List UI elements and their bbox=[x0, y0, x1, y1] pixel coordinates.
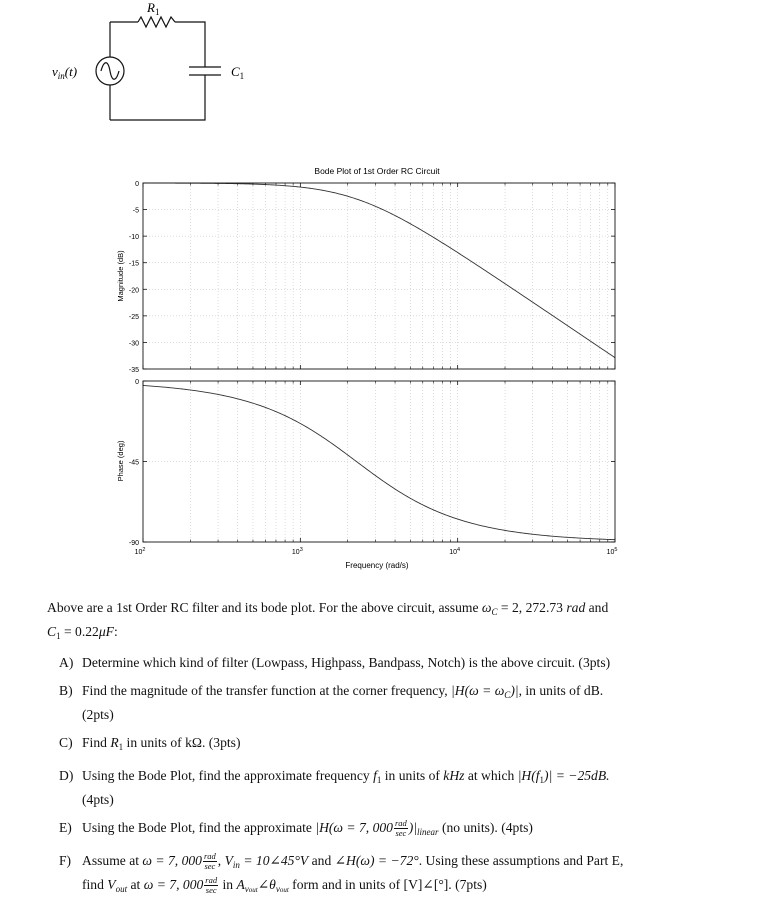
question-f: F) Assume at ω = 7, 000 $\frac{\text{rad}}{\sec}$ , $V_{in}$ = 10∠45°V and ∠H(ω) = −72°. Using these assumptions and Part E, find $V_{out}$ at ω = 7, 000 $\frac{\text{rad}}{\sec}$ in $A_{vout}\angle\theta_{vout}$ form and in units of [V]∠[°]. (7pts) bbox=[59, 851, 624, 896]
y-tick-label: 0 bbox=[135, 181, 139, 188]
wire-bottom bbox=[110, 75, 205, 120]
question-e: E) Using the Bode Plot, find the approximate |H(ω = 7, 000 $\frac{\text{rad}}{\sec}$ )$|_{linear}$ (no units). (4pts) bbox=[59, 818, 533, 839]
y-tick-label: -45 bbox=[128, 459, 139, 467]
phase-grid bbox=[143, 381, 615, 542]
chart-title: Bode Plot of 1st Order RC Circuit bbox=[314, 166, 440, 176]
phase-curve bbox=[143, 386, 615, 540]
frequency-ticks bbox=[135, 381, 618, 556]
frequency-xlabel: Frequency (rad/s) bbox=[345, 561, 409, 570]
rad-per-sec-fraction: $\frac{\text{rad}}{\sec}$ bbox=[394, 818, 407, 839]
magnitude-axes-box bbox=[143, 183, 615, 369]
rc-circuit-diagram bbox=[0, 0, 300, 140]
y-tick-label: 0 bbox=[135, 379, 139, 386]
x-tick-label: $10^4$ bbox=[449, 547, 461, 556]
question-a: A) Determine which kind of filter (Lowpass, Highpass, Bandpass, Notch) is the above circuit. (3pts) bbox=[59, 655, 611, 670]
y-tick-label: -15 bbox=[128, 260, 139, 268]
capacitor-c1-plates bbox=[189, 67, 221, 75]
resistor-r1-zigzag bbox=[138, 17, 175, 27]
capacitor-label: $C_1$ bbox=[231, 64, 245, 81]
y-tick-label: -35 bbox=[128, 367, 139, 374]
rad-per-sec-fraction: $\frac{\text{rad}}{\sec}$ bbox=[203, 851, 216, 872]
magnitude-ylabel: Magnitude (dB) bbox=[116, 250, 125, 302]
bode-plot bbox=[0, 160, 768, 580]
phase-panel bbox=[116, 379, 617, 570]
y-tick-label: -5 bbox=[132, 207, 139, 215]
y-tick-label: -30 bbox=[128, 340, 139, 348]
intro-paragraph: Above are a 1st Order RC filter and its bode plot. For the above circuit, assume $\omega_C = 2$, 272.73 rad and $C_1 = 0.22\mu F$: bbox=[47, 600, 609, 641]
x-tick-label: $10^2$ bbox=[134, 547, 146, 556]
question-b: B) Find the magnitude of the transfer function at the corner frequency, $|H(\omega = \omega_C)|$, in units of dB. (2pts) bbox=[59, 683, 604, 722]
rad-per-sec-fraction: $\frac{\text{rad}}{\sec}$ bbox=[205, 875, 218, 896]
y-tick-label: -10 bbox=[128, 234, 139, 242]
magnitude-curve bbox=[143, 183, 615, 358]
magnitude-panel bbox=[116, 181, 615, 374]
y-tick-label: -90 bbox=[128, 540, 139, 547]
phase-axes-box bbox=[143, 381, 615, 542]
question-c: C) Find $R_1$ in units of kΩ. (3pts) bbox=[59, 735, 241, 752]
magnitude-grid bbox=[143, 183, 615, 369]
question-d: D) Using the Bode Plot, find the approximate frequency $f_1$ in units of kHz at which $|H(f_1)| = -25dB$. (4pts) bbox=[59, 768, 610, 807]
phase-ylabel: Phase (deg) bbox=[116, 440, 125, 482]
x-tick-label: $10^5$ bbox=[606, 547, 618, 556]
magnitude-ticks bbox=[129, 181, 615, 374]
phase-ticks bbox=[129, 379, 615, 547]
y-tick-label: -25 bbox=[128, 313, 139, 321]
resistor-label: $R_1$ bbox=[147, 0, 160, 17]
wire-top-right bbox=[175, 22, 205, 67]
source-label: $v_{in}(t)$ bbox=[52, 64, 78, 81]
problem-text bbox=[47, 598, 715, 909]
y-tick-label: -20 bbox=[128, 287, 139, 295]
x-tick-label: $10^3$ bbox=[291, 547, 303, 556]
sine-wave-icon bbox=[101, 63, 119, 80]
